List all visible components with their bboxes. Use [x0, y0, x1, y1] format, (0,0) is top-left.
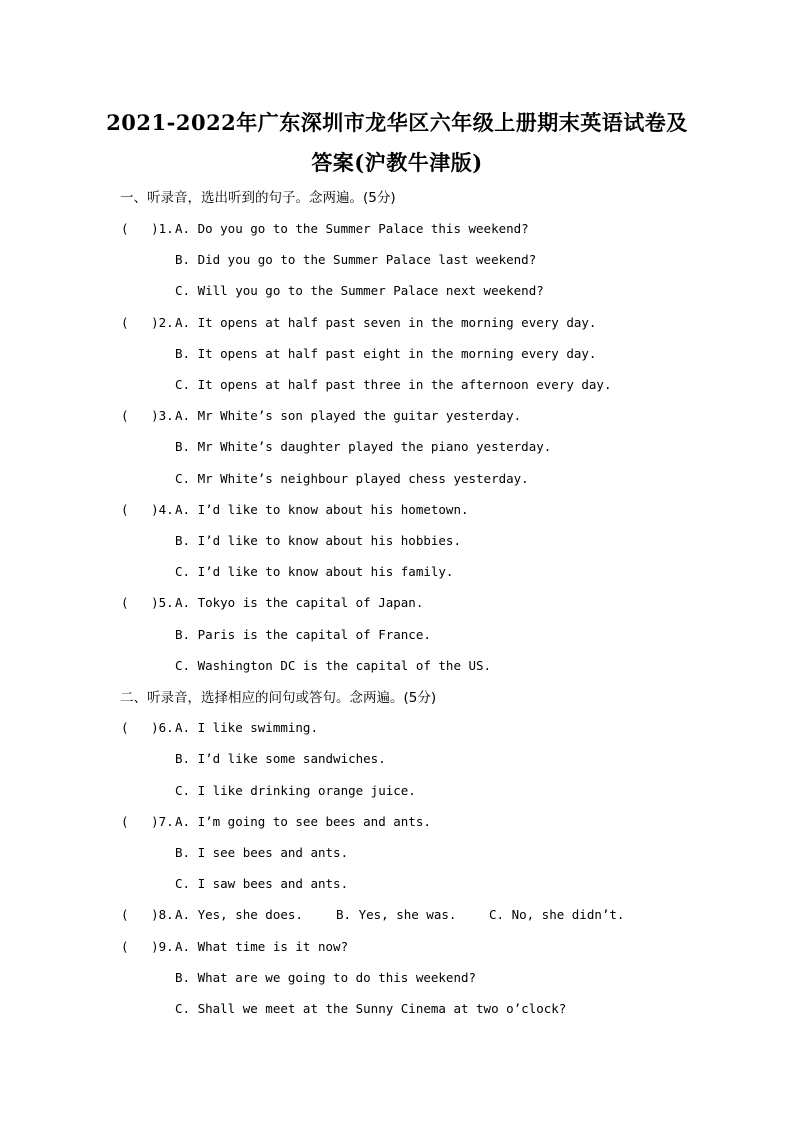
- question-9-option-c: C. Shall we meet at the Sunny Cinema at two o’clock?: [175, 1001, 567, 1016]
- section-1-heading: 一、听录音，选出听到的句子。念两遍。(5分): [120, 190, 396, 206]
- question-7-option-b: B. I see bees and ants.: [175, 845, 349, 860]
- question-3-option-a: A. Mr White’s son played the guitar yesterday.: [175, 408, 522, 423]
- section-2-heading: 二、听录音，选择相应的问句或答句。念两遍。(5分): [120, 690, 437, 706]
- question-2-option-c: C. It opens at half past three in the afternoon every day.: [175, 377, 612, 392]
- question-8-option-b: B. Yes, she was.: [336, 907, 457, 922]
- question-2-number: ( )2.: [121, 315, 174, 330]
- question-6-option-c: C. I like drinking orange juice.: [175, 783, 416, 798]
- question-7-number: ( )7.: [121, 814, 174, 829]
- question-3-option-c: C. Mr White’s neighbour played chess yesterday.: [175, 471, 529, 486]
- question-5-number: ( )5.: [121, 595, 174, 610]
- question-1-option-b: B. Did you go to the Summer Palace last weekend?: [175, 252, 537, 267]
- question-2-option-a: A. It opens at half past seven in the morning every day.: [175, 315, 597, 330]
- question-6-option-a: A. I like swimming.: [175, 720, 318, 735]
- question-4-option-c: C. I’d like to know about his family.: [175, 564, 454, 579]
- question-9-option-b: B. What are we going to do this weekend?: [175, 970, 477, 985]
- question-5-option-a: A. Tokyo is the capital of Japan.: [175, 595, 424, 610]
- question-4-option-b: B. I’d like to know about his hobbies.: [175, 533, 461, 548]
- question-8-option-c: C. No, she didn’t.: [489, 907, 625, 922]
- page-title-line-1: 2021-2022年广东深圳市龙华区六年级上册期末英语试卷及: [106, 110, 688, 135]
- question-1-option-a: A. Do you go to the Summer Palace this weekend?: [175, 221, 529, 236]
- question-3-number: ( )3.: [121, 408, 174, 423]
- question-2-option-b: B. It opens at half past eight in the morning every day.: [175, 346, 597, 361]
- question-8-number: ( )8.: [121, 907, 174, 922]
- question-1-option-c: C. Will you go to the Summer Palace next weekend?: [175, 283, 544, 298]
- question-4-number: ( )4.: [121, 502, 174, 517]
- question-8-option-a: A. Yes, she does.: [175, 907, 303, 922]
- question-1-number: ( )1.: [121, 221, 174, 236]
- page-title-line-2: 答案(沪教牛津版): [311, 150, 483, 175]
- question-5-option-c: C. Washington DC is the capital of the US.: [175, 658, 492, 673]
- question-9-option-a: A. What time is it now?: [175, 939, 349, 954]
- question-3-option-b: B. Mr White’s daughter played the piano yesterday.: [175, 439, 552, 454]
- question-7-option-a: A. I’m going to see bees and ants.: [175, 814, 431, 829]
- question-9-number: ( )9.: [121, 939, 174, 954]
- question-7-option-c: C. I saw bees and ants.: [175, 876, 349, 891]
- question-4-option-a: A. I’d like to know about his hometown.: [175, 502, 469, 517]
- question-6-option-b: B. I’d like some sandwiches.: [175, 751, 386, 766]
- question-6-number: ( )6.: [121, 720, 174, 735]
- question-5-option-b: B. Paris is the capital of France.: [175, 627, 431, 642]
